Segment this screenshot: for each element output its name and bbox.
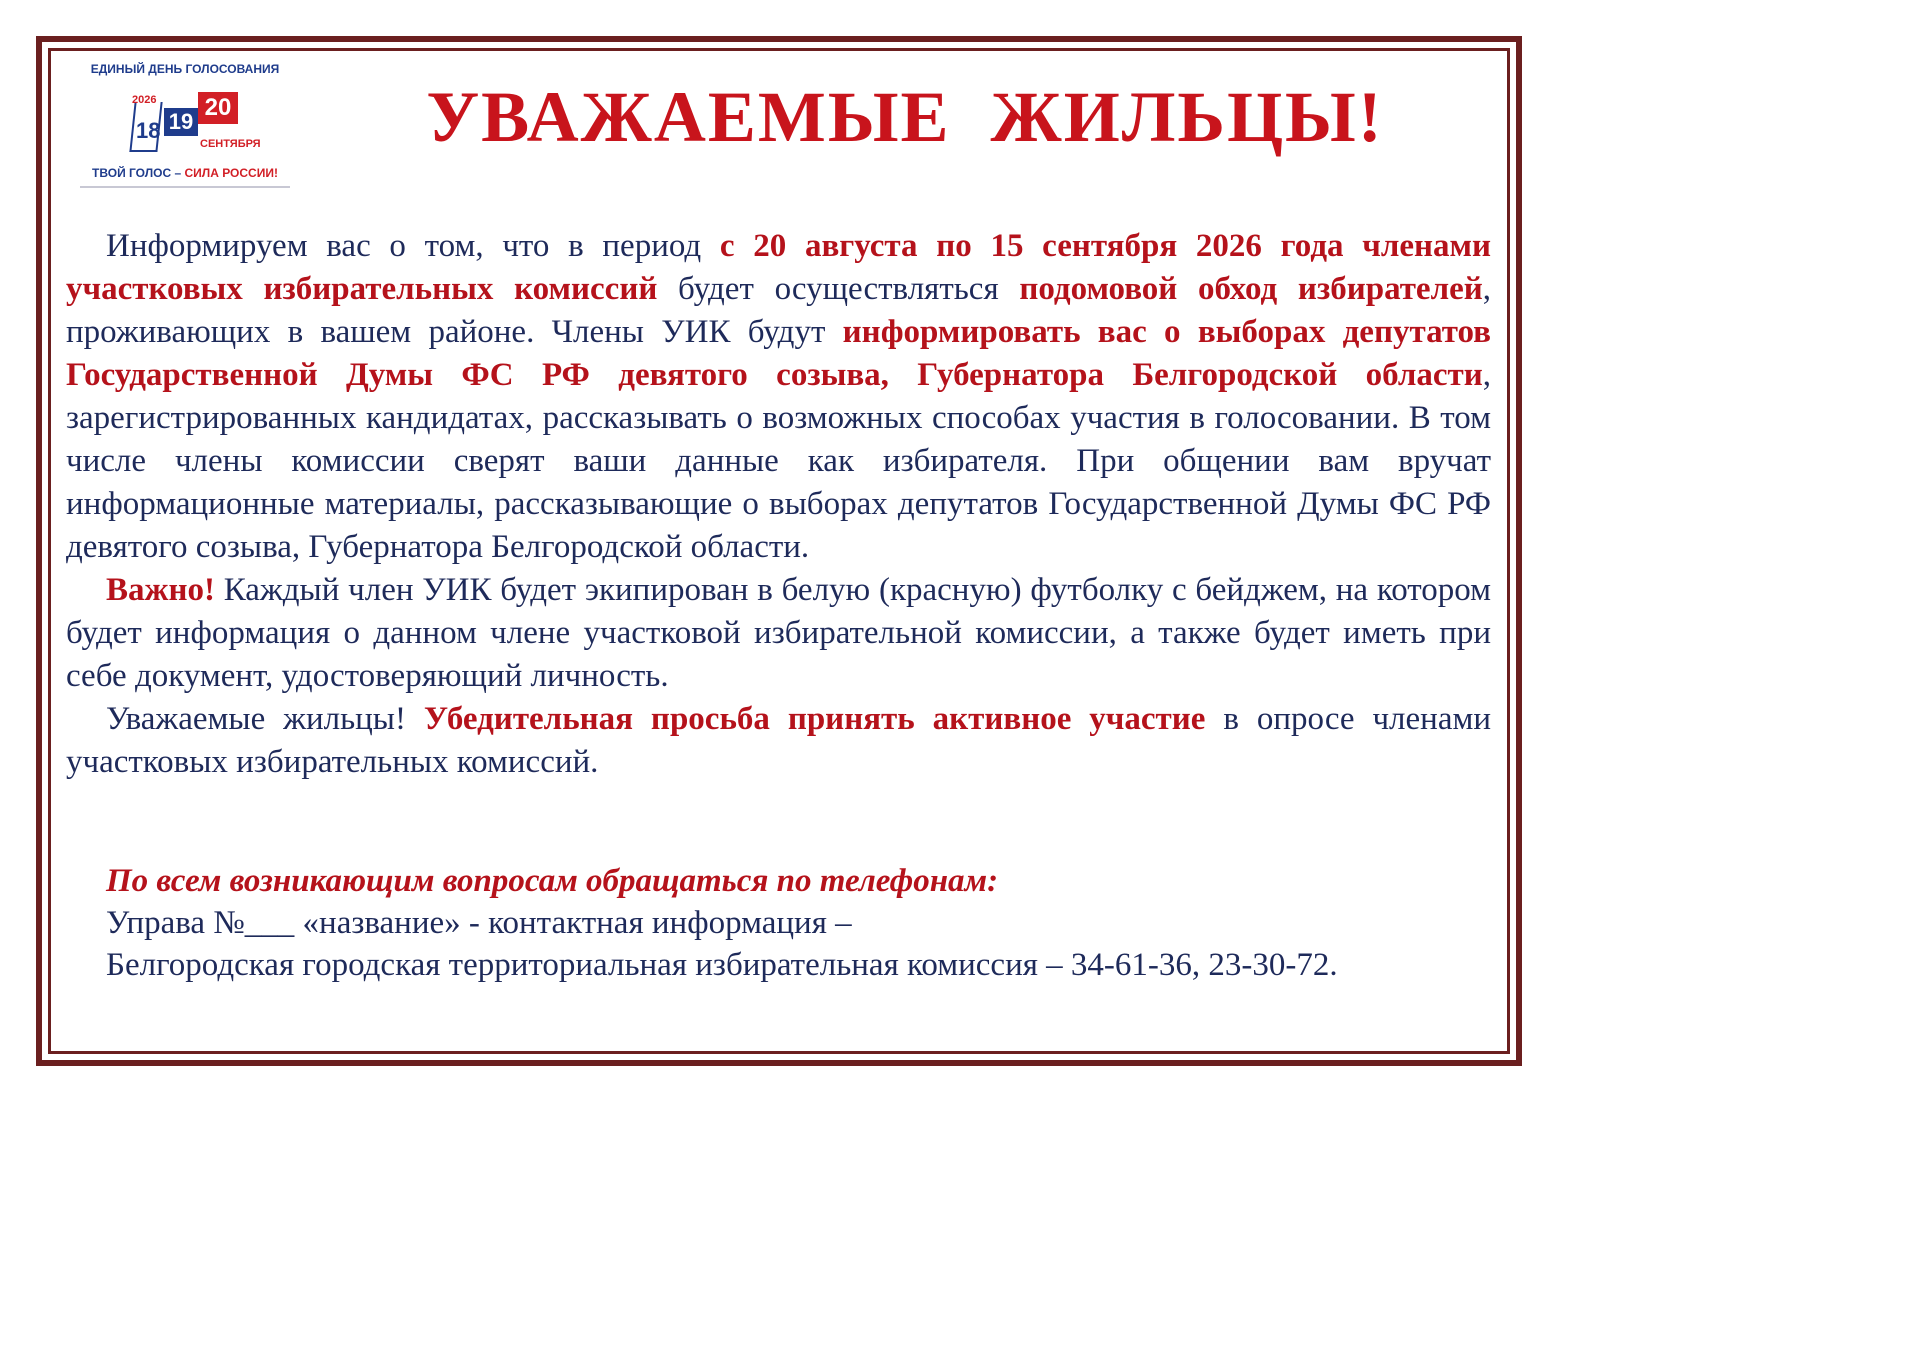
page-title: УВАЖАЕМЫЕ ЖИЛЬЦЫ!	[426, 77, 1384, 157]
logo-underline	[80, 186, 290, 188]
p3-text-1: Уважаемые жильцы!	[106, 701, 424, 737]
p1-text-2: будет осуществляться	[657, 271, 1020, 307]
paragraph-info	[66, 225, 1491, 569]
paragraph-important	[66, 569, 1491, 698]
logo-day-20: 20	[198, 92, 238, 124]
logo-day-19: 19	[164, 108, 198, 136]
contacts-line-commission: Белгородская городская территориальная избирательная комиссия – 34-61-36, 23-30-72.	[106, 947, 1338, 983]
logo-slogan	[80, 166, 290, 180]
contacts-block	[106, 860, 1486, 986]
paragraph-request	[66, 698, 1491, 784]
p1-text-4: , зарегистрированных кандидатах, рассказывать о возможных способах участия в голосовании. В том числе члены комиссии сверят ваши данные как избирателя. При общении вам вручат информационные материалы, рассказывающие о выборах депутатов Государственной Думы ФС РФ девятого созыва, Губернатора Белгородской области.	[66, 357, 1491, 565]
logo-slogan-part2: СИЛА РОССИИ!	[184, 166, 278, 180]
p3-highlight-request: Убедительная просьба принять активное участие	[423, 701, 1206, 737]
ballot-box-icon	[126, 84, 261, 158]
p2-text-1: Каждый член УИК будет экипирован в белую (красную) футболку с бейджем, на котором будет информация о данном члене участковой избирательной комиссии, а также будет иметь при себе документ, удостоверяющий личность.	[66, 572, 1491, 694]
logo-year: 2026	[132, 94, 157, 106]
notice-body	[66, 225, 1491, 784]
p1-highlight-door-to-door: подомовой обход избирателей	[1019, 271, 1483, 307]
logo-month: СЕНТЯБРЯ	[200, 138, 261, 150]
contacts-line-uprava: Управа №___ «название» - контактная информация –	[106, 905, 852, 941]
election-day-logo	[80, 58, 290, 190]
p3-text-2: в опросе членами участковых избирательных комиссий.	[66, 701, 1492, 780]
p1-text-3: , проживающих в вашем районе. Члены УИК будут	[66, 271, 1491, 350]
logo-slogan-part1: ТВОЙ ГОЛОС –	[92, 166, 185, 180]
logo-day-18: 18	[136, 118, 161, 143]
p1-highlight-dates: с 20 августа по 15 сентября 2026 года членами участковых избирательных комиссий	[66, 228, 1491, 307]
p1-highlight-elections: информировать вас о выборах депутатов Государственной Думы ФС РФ девятого созыва, Губернатора Белгородской области	[66, 314, 1491, 393]
p1-text-1: Информируем вас о том, что в период	[106, 228, 720, 264]
p2-highlight-important: Важно!	[106, 572, 215, 608]
contacts-title: По всем возникающим вопросам обращаться по телефонам:	[106, 863, 999, 899]
logo-top-text: ЕДИНЫЙ ДЕНЬ ГОЛОСОВАНИЯ	[90, 62, 280, 76]
